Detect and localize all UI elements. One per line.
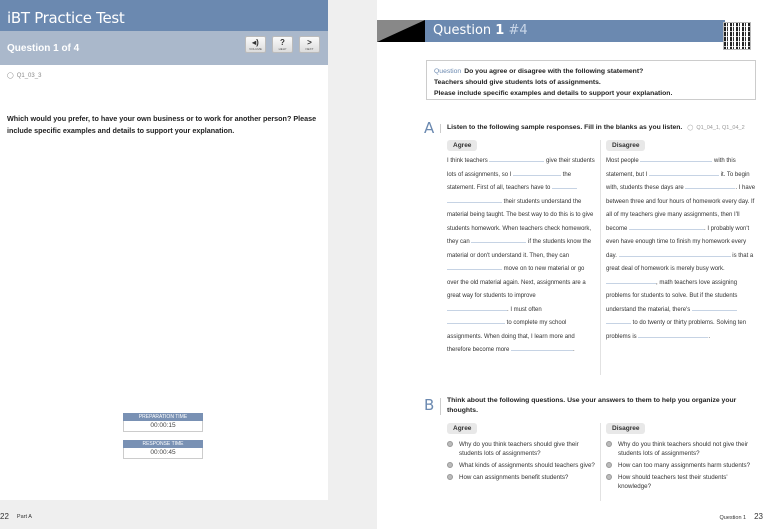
volume-button[interactable] — [245, 36, 266, 53]
timer-value: 00:00:45 — [123, 448, 203, 459]
question-label: Question 1 — [719, 515, 747, 521]
title-number: 1 — [495, 23, 505, 38]
cloze-text: is that a great deal of homework is merely busy work. — [606, 252, 754, 272]
question-text: Why do you think teachers should not give their students lots of assignments? — [618, 441, 749, 457]
list-item — [447, 440, 597, 458]
fill-in-blank[interactable] — [447, 196, 502, 203]
bullet-icon — [606, 474, 612, 480]
cloze-text: if the students know the material or don't understand it. Then, they can — [447, 239, 592, 259]
cloze-text: I think teachers — [447, 158, 490, 164]
control-buttons — [245, 36, 320, 53]
cloze-text: their students understand the material being taught. The best way to do this is to give students homework. When teachers check homework, they can — [447, 198, 594, 245]
timer-label: RESPONSE TIME — [123, 440, 203, 448]
cloze-text: . I have between three and four hours of homework every day. If all of my teachers give many assignments, then I'll become — [606, 185, 756, 232]
bullet-icon — [447, 441, 453, 447]
disagree-cloze-text — [606, 155, 756, 344]
agree-cloze-text — [447, 155, 597, 358]
fill-in-blank[interactable] — [654, 223, 704, 230]
fill-in-blank[interactable] — [638, 331, 711, 340]
fill-in-blank[interactable] — [640, 155, 712, 162]
help-icon: ? — [280, 37, 285, 47]
fill-in-blank[interactable] — [606, 277, 656, 284]
next-button[interactable] — [299, 36, 320, 53]
speaking-prompt: Which would you prefer, to have your own business or to work for another person? Please include specific examples and details to support your explanation. — [7, 114, 317, 135]
cloze-text: . — [573, 347, 575, 353]
qr-code-icon — [723, 22, 751, 50]
question-label: Question — [434, 68, 462, 75]
disagree-questions — [606, 440, 756, 494]
fill-in-blank[interactable] — [619, 250, 731, 257]
cloze-text: . — [708, 333, 711, 340]
section-b-instruction: Think about the following questions. Use your answers to them to help you organize your thoughts. — [447, 397, 737, 414]
cloze-text: move on to new material or go over the old material again. Next, assignments are a great way for students to improve — [447, 266, 586, 299]
question-bar — [0, 31, 328, 65]
section-a-instruction — [447, 123, 767, 133]
audio-refs: Q1_04_1, Q1_04_2 — [696, 125, 745, 131]
audio-reference — [7, 72, 41, 79]
right-page-footer — [719, 512, 763, 521]
fill-in-blank[interactable] — [692, 304, 737, 311]
fill-in-blank[interactable] — [447, 263, 502, 270]
list-item — [447, 461, 597, 470]
question-text: How can too many assignments harm students? — [618, 462, 751, 469]
bullet-icon — [606, 441, 612, 447]
help-label: HELP — [278, 46, 287, 51]
fill-in-blank[interactable] — [511, 344, 573, 351]
disagree-tag: Disagree — [606, 423, 645, 434]
list-item — [606, 440, 756, 458]
question-text: What kinds of assignments should teachers give? — [459, 462, 595, 469]
audio-track-id: Q1_03_3 — [16, 72, 42, 79]
cloze-text: Most people — [606, 158, 641, 164]
cloze-text: . I probably won't even have enough time to finish my homework every day. — [606, 225, 750, 259]
fill-in-blank[interactable] — [513, 169, 561, 176]
fill-in-blank[interactable] — [552, 182, 577, 189]
question-box — [426, 60, 756, 100]
question-title — [433, 23, 528, 38]
left-page-footer — [0, 512, 32, 521]
question-header — [377, 20, 725, 42]
cloze-text: give their students lots of assignments, so I — [447, 158, 595, 178]
title-tag: #4 — [508, 23, 528, 38]
volume-label: VOLUME — [249, 46, 262, 51]
bullet-icon — [447, 474, 453, 480]
preparation-timer — [123, 413, 203, 432]
section-a-letter: A — [424, 119, 435, 137]
fill-in-blank[interactable] — [649, 169, 719, 176]
bullet-icon — [606, 462, 612, 468]
bullet-icon — [447, 462, 453, 468]
question-statement: Teachers should give students lots of assignments. — [434, 79, 601, 86]
column-divider — [600, 140, 601, 375]
right-page — [377, 0, 768, 529]
corner-decoration — [377, 20, 425, 42]
fill-in-blank[interactable] — [489, 155, 544, 162]
cloze-text: with this statement, but I — [606, 158, 736, 178]
question-text: Why do you think teachers should give their students lots of assignments? — [459, 441, 579, 457]
list-item — [606, 473, 756, 491]
agree-questions — [447, 440, 597, 485]
question-text: How can assignments benefit students? — [459, 474, 569, 481]
agree-tag: Agree — [447, 423, 477, 434]
question-line-3: Please include specific examples and details to support your explanation. — [434, 90, 673, 97]
cloze-text: the statement. First of all, teachers have to — [447, 171, 572, 191]
question-line-1: Do you agree or disagree with the following statement? — [464, 68, 644, 75]
fill-in-blank[interactable] — [447, 317, 505, 324]
section-divider — [440, 124, 441, 133]
list-item — [447, 473, 597, 482]
agree-tag: Agree — [447, 140, 477, 151]
cloze-text: to do twenty or thirty problems. Solving ten problems is — [606, 320, 747, 340]
ibt-test-screen — [0, 0, 328, 500]
fill-in-blank[interactable] — [606, 317, 631, 324]
fill-in-blank[interactable] — [471, 236, 526, 243]
section-b-letter: B — [424, 396, 435, 414]
headphones-icon: ◯ — [7, 73, 14, 79]
question-counter: Question 1 of 4 — [7, 43, 80, 54]
app-title: iBT Practice Test — [0, 0, 328, 31]
cloze-text: , math teachers love assigning problems for students to solve. But if the students understand the material, there's — [606, 279, 738, 313]
fill-in-blank[interactable] — [685, 182, 710, 189]
next-icon: > — [307, 37, 312, 47]
question-text: How should teachers test their students' knowledge? — [618, 474, 728, 490]
fill-in-blank[interactable] — [629, 223, 654, 230]
fill-in-blank[interactable] — [447, 304, 507, 311]
response-timer — [123, 440, 203, 459]
title-word: Question — [433, 23, 492, 38]
volume-icon: ◂) — [252, 37, 259, 47]
fill-in-blank[interactable] — [710, 182, 735, 189]
section-divider — [440, 398, 441, 415]
page-number: 23 — [754, 512, 763, 521]
cloze-text: to complete my school assignments. When doing that, I learn more and therefore become more — [447, 320, 575, 353]
cloze-text: . I must often — [507, 306, 542, 313]
next-label: NEXT — [305, 46, 314, 51]
cloze-text: it. To begin with, students these days are — [606, 171, 750, 191]
page-number: 22 — [0, 512, 9, 521]
timer-label: PREPARATION TIME — [123, 413, 203, 421]
help-button[interactable] — [272, 36, 293, 53]
left-page — [0, 0, 377, 529]
column-divider — [600, 423, 601, 501]
instruction-text: Listen to the following sample responses. Fill in the blanks as you listen. — [447, 124, 683, 131]
disagree-tag: Disagree — [606, 140, 645, 151]
part-label: Part A — [16, 514, 32, 520]
list-item — [606, 461, 756, 470]
headphones-icon: ◯ — [687, 125, 694, 131]
timer-value: 00:00:15 — [123, 421, 203, 432]
